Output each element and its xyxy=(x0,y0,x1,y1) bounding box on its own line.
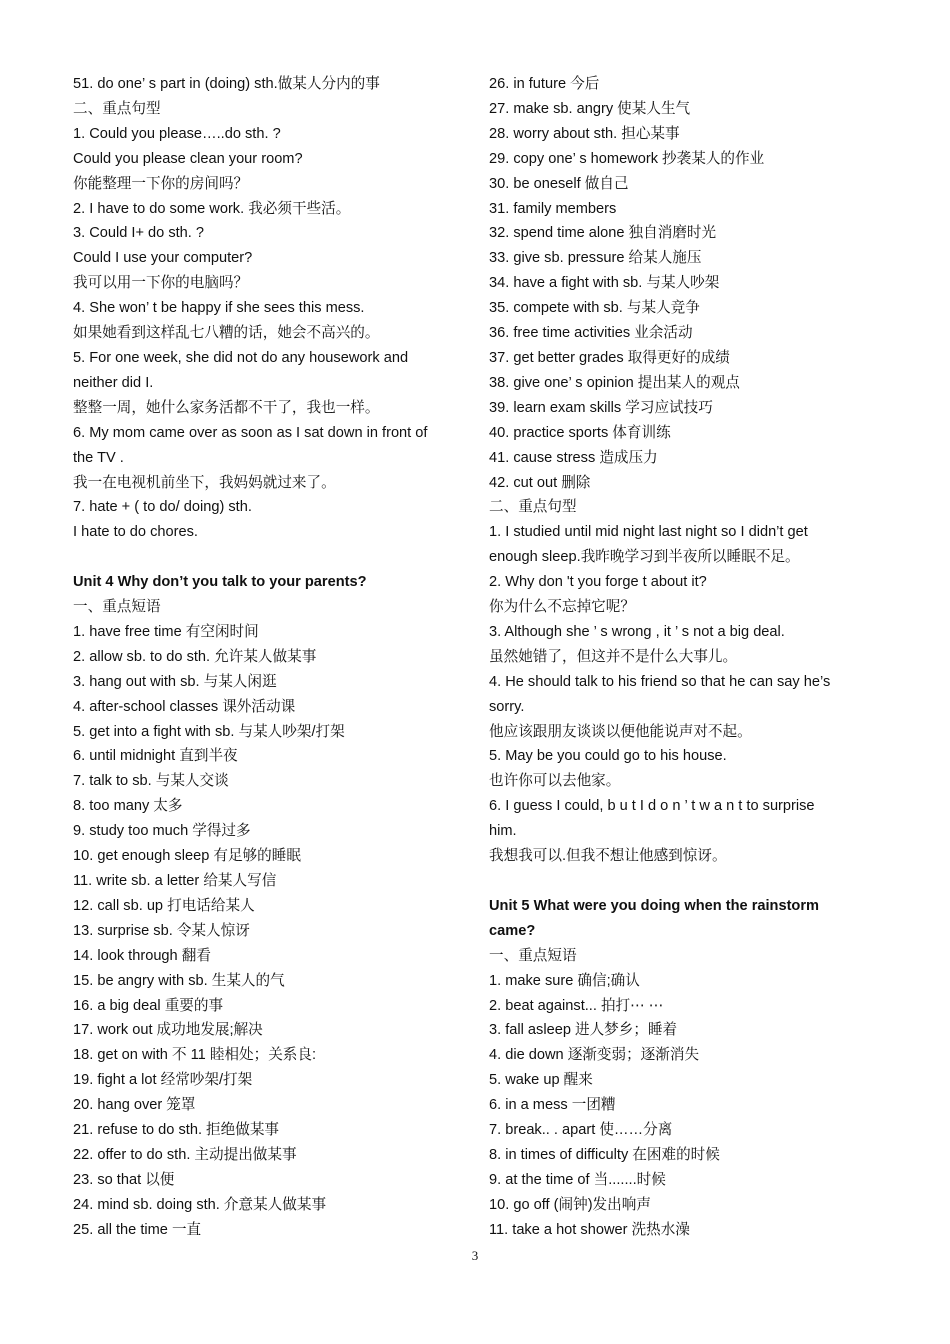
text-line: 5. May be you could go to his house. xyxy=(489,748,727,765)
text-line: 二、重点句型 xyxy=(489,499,577,516)
text-line: 30. be oneself 做自己 xyxy=(489,175,629,192)
text-line: 10. get enough sleep 有足够的睡眠 xyxy=(73,848,301,865)
text-line: 28. worry about sth. 担心某事 xyxy=(489,125,680,142)
text-line: 5. For one week, she did not do any housework and xyxy=(73,349,409,366)
text-line: 12. call sb. up 打电话给某人 xyxy=(73,897,255,914)
text-line: 41. cause stress 造成压力 xyxy=(489,449,658,466)
left-block-sentences xyxy=(73,72,468,545)
text-line: 3. fall asleep 进人梦乡；睡着 xyxy=(489,1022,678,1039)
text-line: 8. too many 太多 xyxy=(73,798,183,815)
text-line: 6. in a mess 一团糟 xyxy=(489,1097,616,1114)
text-line: 11. take a hot shower 洗热水澡 xyxy=(489,1221,690,1238)
text-line: 我想我可以.但我不想让他感到惊讶。 xyxy=(489,848,727,865)
text-line: Could I use your computer? xyxy=(73,250,253,267)
text-line: 19. fight a lot 经常吵架/打架 xyxy=(73,1072,253,1089)
text-line: 1. have free time 有空闲时间 xyxy=(73,623,259,640)
text-line: 5. wake up 醒来 xyxy=(489,1072,593,1089)
spacer xyxy=(489,869,879,894)
text-line: I hate to do chores. xyxy=(73,524,198,541)
text-line: 4. after-school classes 课外活动课 xyxy=(73,698,296,715)
text-line: 9. study too much 学得过多 xyxy=(73,823,251,840)
text-line: 10. go off (闹钟)发出响声 xyxy=(489,1196,651,1213)
text-line: 1. I studied until mid night last night so I didn’t get xyxy=(489,524,808,541)
text-line: 1. Could you please…..do sth. ? xyxy=(73,125,281,142)
text-line: 我可以用一下你的电脑吗？ xyxy=(73,275,249,292)
text-line: Could you please clean your room? xyxy=(73,150,303,167)
text-line: 6. My mom came over as soon as I sat down in front of xyxy=(73,424,428,441)
text-line: 25. all the time 一直 xyxy=(73,1221,202,1238)
text-line: 5. get into a fight with sb. 与某人吵架/打架 xyxy=(73,723,345,740)
text-line: 14. look through 翻看 xyxy=(73,947,211,964)
text-line: 42. cut out 删除 xyxy=(489,474,591,491)
text-line: 3. hang out with sb. 与某人闲逛 xyxy=(73,673,277,690)
text-line: 整整一周，她什么家务活都不干了，我也一样。 xyxy=(73,399,380,416)
left-block-phrases xyxy=(73,595,468,1243)
text-line: 15. be angry with sb. 生某人的气 xyxy=(73,972,285,989)
text-line: 17. work out 成功地发展;解决 xyxy=(73,1022,263,1039)
text-line: 27. make sb. angry 使某人生气 xyxy=(489,100,691,117)
text-line: the TV . xyxy=(73,449,124,466)
text-line: 40. practice sports 体育训练 xyxy=(489,424,671,441)
text-line: 你为什么不忘掉它呢？ xyxy=(489,599,635,616)
text-line: 2. Why don 't you forge t about it? xyxy=(489,574,707,591)
text-line: 一、重点短语 xyxy=(489,947,577,964)
text-line: 4. He should talk to his friend so that he can say he’s xyxy=(489,673,831,690)
text-line: 3. Although she ’ s wrong , it ’ s not a big deal. xyxy=(489,623,785,640)
text-line: 33. give sb. pressure 给某人施压 xyxy=(489,250,702,267)
text-line: 9. at the time of 当.......时候 xyxy=(489,1171,666,1188)
text-line: 34. have a fight with sb. 与某人吵架 xyxy=(489,275,720,292)
text-line: 20. hang over 笼罩 xyxy=(73,1097,196,1114)
text-line: 一、重点短语 xyxy=(73,599,161,616)
text-line: 24. mind sb. doing sth. 介意某人做某事 xyxy=(73,1196,327,1213)
text-line: 29. copy one’ s homework 抄袭某人的作业 xyxy=(489,150,765,167)
text-line: sorry. xyxy=(489,698,525,715)
unit5-title-line1: Unit 5 What were you doing when the rainstorm xyxy=(489,897,820,914)
right-column xyxy=(489,72,879,1243)
text-line: 二、重点句型 xyxy=(73,100,161,117)
text-line: him. xyxy=(489,823,517,840)
text-line: 16. a big deal 重要的事 xyxy=(73,997,224,1014)
text-line: 23. so that 以便 xyxy=(73,1171,175,1188)
text-line: 3. Could I+ do sth. ? xyxy=(73,225,205,242)
left-column xyxy=(73,72,468,1243)
right-block-phrases-sentences xyxy=(489,72,879,869)
unit5-title-line2: came? xyxy=(489,922,536,939)
text-line: 他应该跟朋友谈谈以便他能说声对不起。 xyxy=(489,723,752,740)
text-line: 11. write sb. a letter 给某人写信 xyxy=(73,872,277,889)
right-block-phrases xyxy=(489,944,879,1243)
unit4-title: Unit 4 Why don’t you talk to your parents? xyxy=(73,574,367,591)
text-line: 18. get on with 不 11 睦相处；关系良: xyxy=(73,1047,317,1064)
text-line: 虽然她错了，但这并不是什么大事儿。 xyxy=(489,648,738,665)
text-line: 2. I have to do some work. 我必须干些活。 xyxy=(73,200,351,217)
text-line: 也许你可以去他家。 xyxy=(489,773,621,790)
text-line: 7. talk to sb. 与某人交谈 xyxy=(73,773,229,790)
text-line: 37. get better grades 取得更好的成绩 xyxy=(489,349,730,366)
text-line: 8. in times of difficulty 在困难的时候 xyxy=(489,1146,720,1163)
text-line: neither did I. xyxy=(73,374,154,391)
text-line: 1. make sure 确信;确认 xyxy=(489,972,640,989)
text-line: 7. break.. . apart 使……分离 xyxy=(489,1122,673,1139)
text-line: 6. until midnight 直到半夜 xyxy=(73,748,238,765)
spacer xyxy=(73,545,468,570)
text-line: 38. give one’ s opinion 提出某人的观点 xyxy=(489,374,740,391)
text-line: 36. free time activities 业余活动 xyxy=(489,325,693,342)
text-line: enough sleep.我昨晚学习到半夜所以睡眠不足。 xyxy=(489,549,800,566)
text-line: 4. die down 逐渐变弱；逐渐消失 xyxy=(489,1047,700,1064)
text-line: 21. refuse to do sth. 拒绝做某事 xyxy=(73,1122,280,1139)
text-line: 31. family members xyxy=(489,200,617,217)
text-line: 你能整理一下你的房间吗？ xyxy=(73,175,249,192)
text-line: 39. learn exam skills 学习应试技巧 xyxy=(489,399,713,416)
text-line: 22. offer to do sth. 主动提出做某事 xyxy=(73,1146,297,1163)
text-line: 26. in future 今后 xyxy=(489,76,600,92)
text-line: 6. I guess I could, b u t I d o n ’ t w a n t to surprise xyxy=(489,798,815,815)
text-line: 2. beat against... 拍打⋯ ⋯ xyxy=(489,997,664,1014)
text-line: 35. compete with sb. 与某人竞争 xyxy=(489,300,700,317)
text-line: 如果她看到这样乱七八糟的话，她会不高兴的。 xyxy=(73,325,380,342)
text-line: 51. do one’ s part in (doing) sth.做某人分内的事 xyxy=(73,76,380,92)
page-number: 3 xyxy=(471,1248,479,1263)
text-line: 2. allow sb. to do sth. 允许某人做某事 xyxy=(73,648,317,665)
text-line: 13. surprise sb. 令某人惊讶 xyxy=(73,922,250,939)
text-line: 32. spend time alone 独自消磨时光 xyxy=(489,225,717,242)
text-line: 7. hate + ( to do/ doing) sth. xyxy=(73,499,252,516)
text-line: 我一在电视机前坐下，我妈妈就过来了。 xyxy=(73,474,336,491)
text-line: 4. She won’ t be happy if she sees this mess. xyxy=(73,300,365,317)
